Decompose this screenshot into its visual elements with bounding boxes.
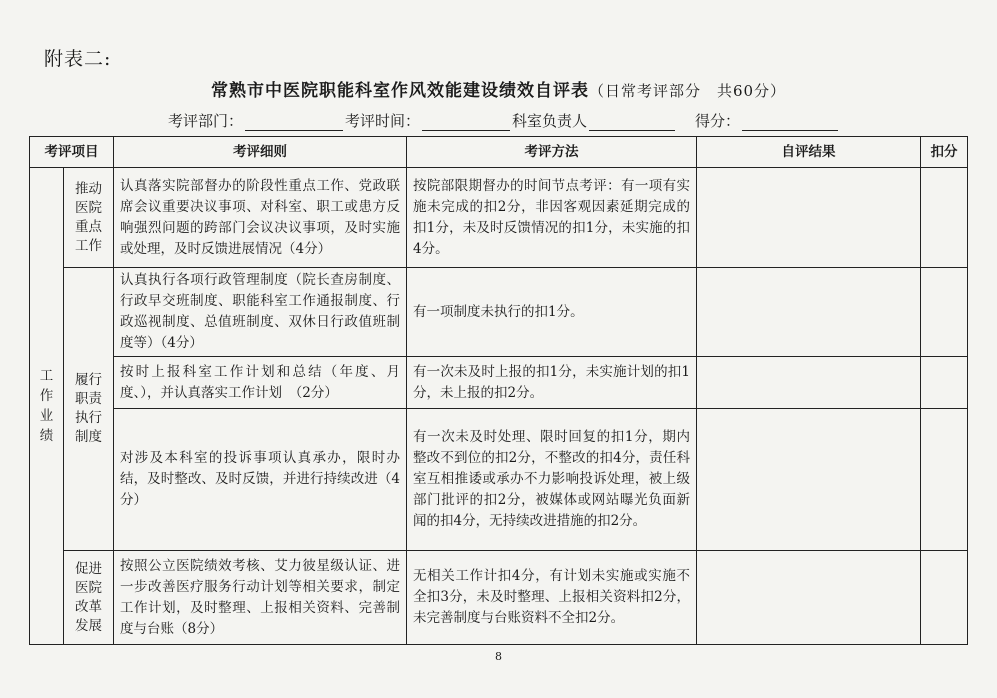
detail-cell: 按照公立医院绩效考核、艾力彼星级认证、进一步改善医疗服务行动计划等相关要求，制定工作计划，及时整理、上报相关资料、完善制度与台账（8分） — [114, 551, 407, 645]
self-result-cell[interactable] — [697, 409, 921, 551]
score-label: 得分： — [695, 112, 741, 130]
self-result-cell[interactable] — [697, 551, 921, 645]
detail-cell: 对涉及本科室的投诉事项认真承办，限时办结，及时整改、及时反馈，并进行持续改进（4分） — [114, 409, 407, 551]
table-header-row — [30, 137, 968, 168]
deduction-cell[interactable] — [921, 357, 968, 409]
head-label: 科室负责人 — [512, 112, 588, 130]
score-blank[interactable] — [742, 114, 838, 131]
table-row — [30, 409, 968, 551]
category-cell — [30, 168, 64, 645]
table-row — [30, 168, 968, 268]
sub-category-cell — [64, 168, 114, 268]
sub-category-label: 推动医院重点工作 — [75, 180, 102, 254]
detail-cell: 认真落实院部督办的阶段性重点工作、党政联席会议重要决议事项、对科室、职工或患方反响强烈问题的跨部门会议决议事项，及时实施或处理，及时反馈进展情况（4分） — [114, 168, 407, 268]
table-row — [30, 357, 968, 409]
self-result-cell[interactable] — [697, 357, 921, 409]
department-blank[interactable] — [245, 114, 343, 131]
form-title — [0, 76, 997, 101]
sub-category-label: 履行职责执行制度 — [75, 372, 102, 445]
page-number: 8 — [495, 650, 502, 663]
sub-category-label: 促进医院改革发展 — [75, 560, 102, 634]
self-result-cell[interactable] — [697, 168, 921, 268]
method-cell: 有一项制度未执行的扣1分。 — [407, 268, 697, 357]
detail-cell: 按时上报科室工作计划和总结（年度、月度、），并认真落实工作计划 （2分） — [114, 357, 407, 409]
title-main: 常熟市中医院职能科室作风效能建设绩效自评表 — [210, 81, 589, 101]
sub-category-cell — [64, 268, 114, 551]
category-label: 工作业绩 — [39, 368, 54, 444]
self-result-cell[interactable] — [697, 268, 921, 357]
deduction-cell[interactable] — [921, 409, 968, 551]
header-detail: 考评细则 — [114, 137, 407, 168]
time-label: 考评时间： — [345, 112, 421, 130]
method-cell: 按院部限期督办的时间节点考评：有一项有实施未完成的扣2分，非因客观因素延期完成的扣1分，未及时反馈情况的扣1分，未实施的扣4分。 — [407, 168, 697, 268]
time-blank[interactable] — [422, 114, 510, 131]
title-sub: （日常考评部分 共60分） — [588, 82, 787, 100]
deduction-cell[interactable] — [921, 551, 968, 645]
header-method: 考评方法 — [407, 137, 697, 168]
header-deduction: 扣分 — [921, 137, 968, 168]
header-item: 考评项目 — [30, 137, 114, 168]
evaluation-table — [29, 136, 968, 645]
table-row — [30, 268, 968, 357]
method-cell: 有一次未及时处理、限时回复的扣1分，期内整改不到位的扣2分，不整改的扣4分，责任科室互相推诿或承办不力影响投诉处理，被上级部门批评的扣2分，被媒体或网站曝光负面新闻的扣4分，无持续改进措施的扣2分。 — [407, 409, 697, 551]
head-blank[interactable] — [589, 114, 675, 131]
header-self-result: 自评结果 — [697, 137, 921, 168]
sub-category-cell — [64, 551, 114, 645]
table-row — [30, 551, 968, 645]
annex-label: 附表二: — [44, 48, 112, 70]
method-cell: 有一次未及时上报的扣1分，未实施计划的扣1分，未上报的扣2分。 — [407, 357, 697, 409]
header-fields — [168, 110, 840, 131]
method-cell: 无相关工作计扣4分，有计划未实施或实施不全扣3分，未及时整理、上报相关资料扣2分，未完善制度与台账资料不全扣2分。 — [407, 551, 697, 645]
deduction-cell[interactable] — [921, 268, 968, 357]
department-label: 考评部门： — [168, 112, 244, 130]
detail-cell: 认真执行各项行政管理制度（院长查房制度、行政早交班制度、职能科室工作通报制度、行政巡视制度、总值班制度、双休日行政值班制度等）（4分） — [114, 268, 407, 357]
deduction-cell[interactable] — [921, 168, 968, 268]
